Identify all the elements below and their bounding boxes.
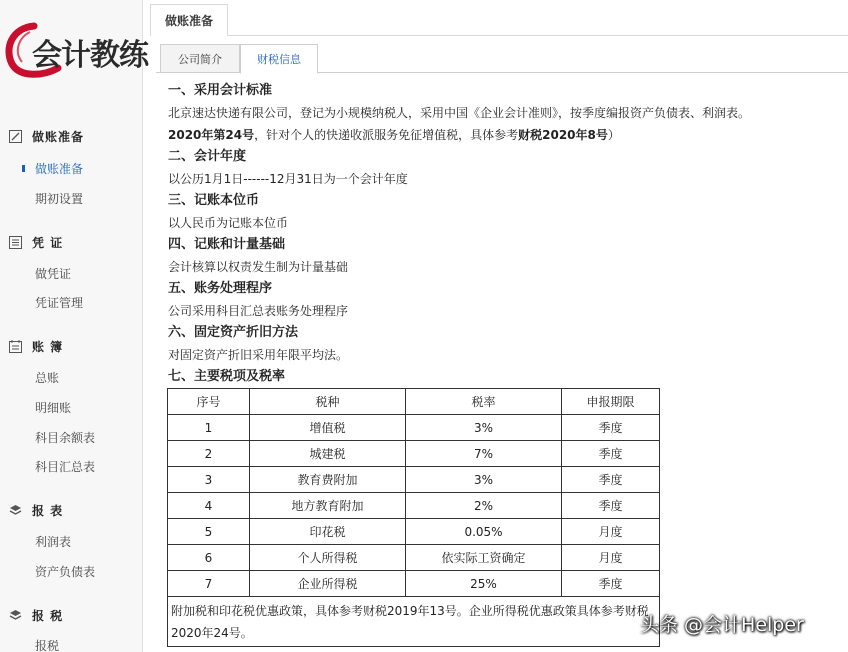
sidebar-item-prep[interactable]: 做账准备 — [0, 157, 143, 179]
sidebar-group-label: 报 税 — [32, 608, 64, 623]
table-header: 序号 — [168, 389, 250, 415]
sidebar-group-tax[interactable] — [0, 603, 143, 627]
table-cell: 教育费附加 — [250, 467, 406, 493]
table-cell: 2 — [168, 441, 250, 467]
table-row — [168, 545, 660, 571]
sidebar-group-ledger[interactable] — [0, 334, 143, 358]
sidebar-item-balance-sheet[interactable]: 资产负债表 — [35, 564, 96, 579]
sidebar-item-detail-ledger[interactable]: 明细账 — [35, 400, 72, 415]
section-title: 四、记账和计量基础 — [168, 237, 286, 252]
table-cell: 6 — [168, 545, 250, 571]
logo — [4, 18, 148, 80]
sidebar-item-opening[interactable]: 期初设置 — [35, 191, 84, 206]
sidebar-group-label: 报 表 — [32, 503, 64, 518]
layers-icon — [8, 608, 22, 622]
table-cell: 1 — [168, 415, 250, 441]
table-cell: 季度 — [562, 571, 660, 597]
sidebar — [0, 0, 148, 652]
table-cell: 3% — [406, 415, 562, 441]
sidebar-item-file-tax[interactable]: 报税 — [35, 638, 60, 652]
tab-tax-info[interactable]: 财税信息 — [240, 44, 318, 74]
tab-prep[interactable]: 做账准备 — [150, 4, 228, 36]
calendar-icon — [8, 339, 22, 353]
table-cell: 季度 — [562, 415, 660, 441]
table-cell: 依实际工资确定 — [406, 545, 562, 571]
table-cell: 月度 — [562, 519, 660, 545]
table-header: 申报期限 — [562, 389, 660, 415]
layers-icon — [8, 503, 22, 517]
sidebar-item-voucher-manage[interactable]: 凭证管理 — [35, 295, 84, 310]
sidebar-group-reports[interactable] — [0, 498, 143, 522]
section-text — [168, 124, 848, 146]
section-text: 公司采用科目汇总表账务处理程序 — [168, 304, 349, 318]
policy-ref: 2020年第24号 — [168, 128, 255, 142]
section-text: 对固定资产折旧采用年限平均法。 — [168, 348, 349, 362]
table-header: 税率 — [406, 389, 562, 415]
table-cell: 个人所得税 — [250, 545, 406, 571]
table-row — [168, 441, 660, 467]
section-title: 五、账务处理程序 — [168, 281, 273, 296]
sidebar-group-label: 凭 证 — [32, 235, 64, 250]
sidebar-group-voucher[interactable] — [0, 230, 143, 254]
sidebar-group-label: 做账准备 — [32, 129, 85, 144]
table-cell: 城建税 — [250, 441, 406, 467]
policy-ref: 财税2020年8号 — [518, 128, 608, 142]
tab-company-intro[interactable]: 公司简介 — [160, 44, 240, 73]
table-cell: 3% — [406, 467, 562, 493]
section-title: 一、采用会计标准 — [168, 83, 273, 98]
section-title: 二、会计年度 — [168, 149, 247, 164]
tax-info-document — [168, 80, 848, 388]
table-row — [168, 493, 660, 519]
table-cell: 企业所得税 — [250, 571, 406, 597]
table-note: 附加税和印花税优惠政策，具体参考财税2019年13号。企业所得税优惠政策具体参考财税2020年24号。 — [168, 597, 660, 647]
table-cell: 月度 — [562, 545, 660, 571]
section-text: 北京速达快递有限公司，登记为小规模纳税人，采用中国《企业会计准则》，按季度编报资产负债表、利润表。 — [168, 106, 751, 120]
section-text-part: ） — [607, 128, 620, 142]
section-title: 六、固定资产折旧方法 — [168, 325, 299, 340]
sidebar-group-prep[interactable] — [0, 124, 143, 148]
table-header-row — [168, 389, 660, 415]
top-tabbar — [150, 0, 848, 36]
table-cell: 季度 — [562, 467, 660, 493]
table-cell: 7 — [168, 571, 250, 597]
table-cell: 3 — [168, 467, 250, 493]
section-text: 以人民币为记账本位币 — [168, 216, 289, 230]
sidebar-item-balance-sheet-accounts[interactable]: 科目余额表 — [35, 430, 96, 445]
section-text: 以公历1月1日------12月31日为一个会计年度 — [168, 172, 408, 186]
table-cell: 0.05% — [406, 519, 562, 545]
sidebar-group-label: 账 簿 — [32, 339, 64, 354]
table-cell: 地方教育附加 — [250, 493, 406, 519]
section-title: 三、记账本位币 — [168, 193, 260, 208]
sidebar-item-make-voucher[interactable]: 做凭证 — [35, 266, 72, 281]
table-cell: 4 — [168, 493, 250, 519]
table-cell: 7% — [406, 441, 562, 467]
table-cell: 5 — [168, 519, 250, 545]
sidebar-item-income-statement[interactable]: 利润表 — [35, 534, 72, 549]
table-row — [168, 415, 660, 441]
table-cell: 季度 — [562, 493, 660, 519]
list-icon — [8, 235, 22, 249]
section-text: 会计核算以权责发生制为计量基础 — [168, 260, 349, 274]
table-cell: 25% — [406, 571, 562, 597]
table-row — [168, 467, 660, 493]
table-cell: 2% — [406, 493, 562, 519]
table-row — [168, 571, 660, 597]
edit-icon — [8, 129, 22, 143]
sub-tabbar — [156, 44, 848, 73]
watermark: 头条 @会计Helper — [640, 614, 804, 636]
logo-text: 会计教练 — [32, 38, 148, 73]
table-header: 税种 — [250, 389, 406, 415]
table-cell: 季度 — [562, 441, 660, 467]
section-title: 七、主要税项及税率 — [168, 369, 286, 384]
table-row — [168, 519, 660, 545]
table-cell: 增值税 — [250, 415, 406, 441]
section-text-part: ，针对个人的快递收派服务免征增值税，具体参考 — [254, 128, 519, 142]
sidebar-item-general-ledger[interactable]: 总账 — [35, 370, 60, 385]
tax-table — [167, 388, 660, 647]
table-cell: 印花税 — [250, 519, 406, 545]
table-note-row — [168, 597, 660, 647]
sidebar-item-account-summary[interactable]: 科目汇总表 — [35, 459, 96, 474]
